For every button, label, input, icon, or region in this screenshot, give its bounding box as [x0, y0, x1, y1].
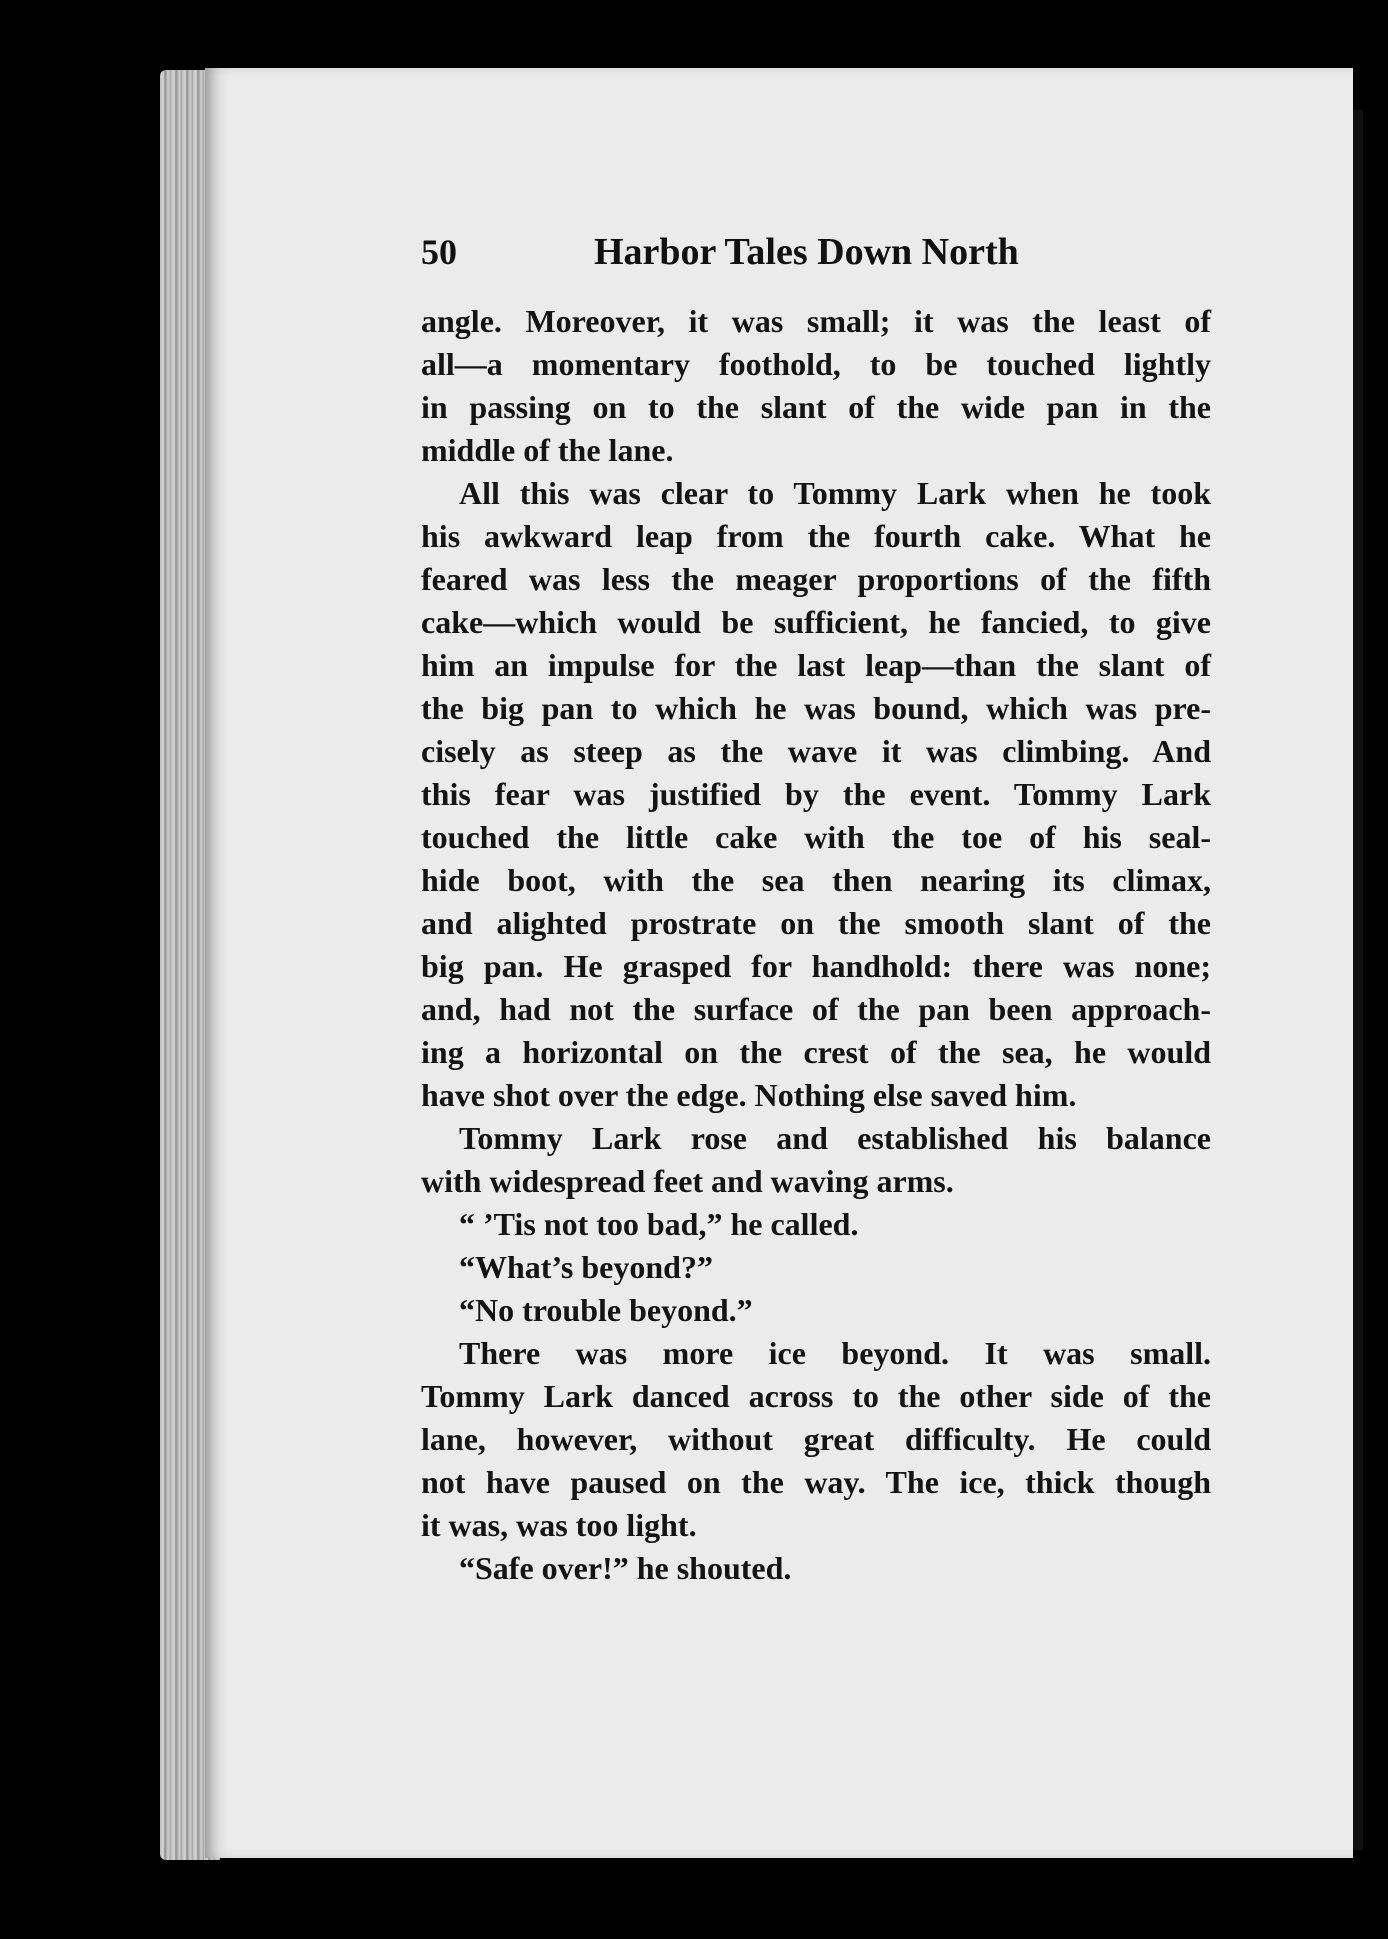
text-line: Tommy Lark danced across to the other side of the — [421, 1378, 1211, 1414]
text-line: cake—which would be sufficient, he fancied, to give — [421, 604, 1211, 640]
text-line: middle of the lane. — [421, 432, 674, 468]
text-line: the big pan to which he was bound, which was pre- — [421, 690, 1211, 726]
text-line: hide boot, with the sea then nearing its climax, — [421, 862, 1211, 898]
text-line: There was more ice beyond. It was small. — [459, 1335, 1211, 1371]
text-line: with widespread feet and waving arms. — [421, 1163, 954, 1199]
page-header — [421, 222, 1221, 282]
text-line: “Safe over!” he shouted. — [459, 1550, 792, 1586]
text-line: angle. Moreover, it was small; it was the least of — [421, 303, 1211, 339]
text-line: this fear was justified by the event. Tommy Lark — [421, 776, 1211, 812]
page-gutter-shadow — [1353, 110, 1363, 1850]
page-body-text — [421, 300, 1211, 1590]
text-line: and, had not the surface of the pan been approach- — [421, 991, 1211, 1027]
text-line: it was, was too light. — [421, 1507, 697, 1543]
text-line: “No trouble beyond.” — [459, 1292, 753, 1328]
text-line: feared was less the meager proportions of the fifth — [421, 561, 1211, 597]
page-number: 50 — [421, 232, 457, 272]
text-line: “What’s beyond?” — [459, 1249, 713, 1285]
text-line: “ ’Tis not too bad,” he called. — [459, 1206, 859, 1242]
text-line: touched the little cake with the toe of his seal- — [421, 819, 1211, 855]
text-line: his awkward leap from the fourth cake. What he — [421, 518, 1211, 554]
text-line: not have paused on the way. The ice, thick though — [421, 1464, 1211, 1500]
text-line: him an impulse for the last leap—than the slant of — [421, 647, 1211, 683]
running-title: Harbor Tales Down North — [594, 231, 1019, 273]
text-line: big pan. He grasped for handhold: there was none; — [421, 948, 1211, 984]
text-line: all—a momentary foothold, to be touched lightly — [421, 346, 1211, 382]
text-line: have shot over the edge. Nothing else saved him. — [421, 1077, 1077, 1113]
text-line: ing a horizontal on the crest of the sea, he would — [421, 1034, 1211, 1070]
text-line: in passing on to the slant of the wide pan in the — [421, 389, 1211, 425]
text-line: lane, however, without great difficulty. He could — [421, 1421, 1211, 1457]
text-line: Tommy Lark rose and established his balance — [459, 1120, 1211, 1156]
text-line: and alighted prostrate on the smooth slant of the — [421, 905, 1211, 941]
text-line: cisely as steep as the wave it was climbing. And — [421, 733, 1211, 769]
text-line: All this was clear to Tommy Lark when he took — [459, 475, 1211, 511]
